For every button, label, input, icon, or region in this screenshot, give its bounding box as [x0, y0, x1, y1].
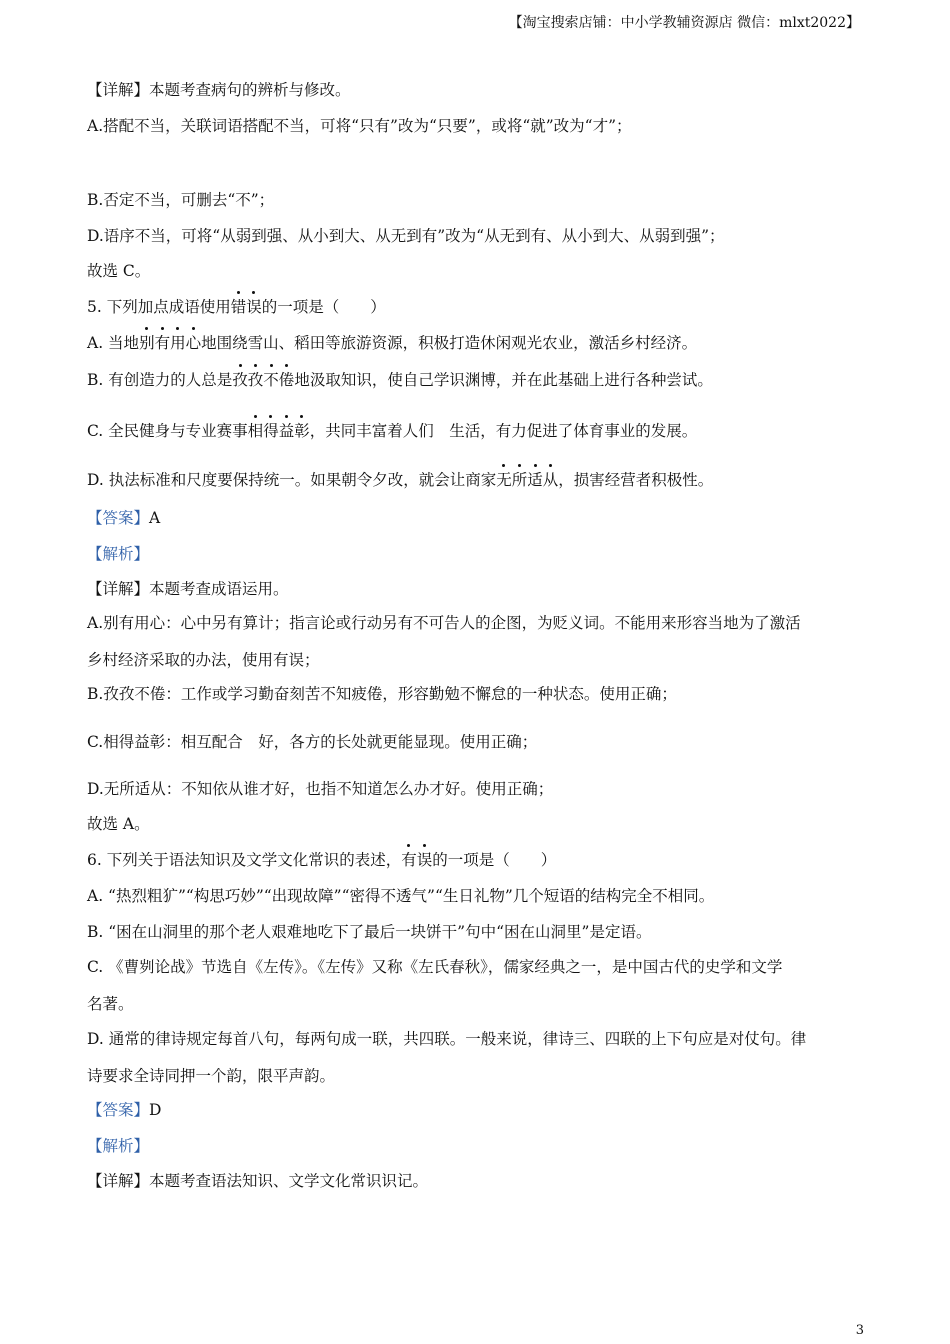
emphasis-char: 有 [401, 848, 417, 870]
q5-option-a: A. 当地别有用心地围绕雪山、稻田等旅游资源，积极打造休闲观光农业，激活乡村经济。 [87, 331, 697, 353]
q5-analysis-label: 【解析】 [87, 545, 150, 563]
emphasis-char: 误 [246, 295, 262, 317]
q6-stem: 6. 下列关于语法知识及文学文化常识的表述，有误的一项是（ ） [87, 848, 556, 870]
emphasis-char: 别 [139, 331, 155, 353]
emphasis-char: 益 [279, 419, 295, 441]
page-number: 3 [855, 1323, 864, 1338]
emphasis-char: 孜 [248, 368, 264, 390]
q5-detail: 【详解】本题考查成语运用。 [87, 580, 289, 598]
page-header-shop-info: 【淘宝搜索店铺：中小学教辅资源店 微信：mlxt2022】 [508, 15, 860, 31]
emphasis-char: 所 [512, 468, 528, 490]
q5-explain-a-line2: 乡村经济采取的办法，使用有误； [87, 651, 320, 669]
q5-answer: 【答案】A [87, 509, 161, 527]
emphasis-char: 从 [543, 468, 559, 490]
q6-option-a: A. “热烈粗犷”“构思巧妙”“出现故障”“密得不透气”“生日礼物”几个短语的结构完全不相同。 [87, 887, 715, 905]
emphasis-char: 适 [527, 468, 543, 490]
emphasis-char: 不 [263, 368, 279, 390]
q6-option-b: B. “困在山洞里的那个老人艰难地吃下了最后一块饼干”句中“困在山洞里”是定语。 [87, 923, 652, 941]
emphasis-char: 用 [170, 331, 186, 353]
q4-choice: 故选 C。 [87, 262, 151, 280]
q6-answer: 【答案】D [87, 1101, 162, 1119]
q4-explain-d: D.语序不当，可将“从弱到强、从小到大、从无到有”改为“从无到有、从小到大、从弱到强”； [87, 227, 725, 245]
emphasis-char: 得 [263, 419, 279, 441]
q5-choice: 故选 A。 [87, 815, 150, 833]
emphasis-char: 心 [186, 331, 202, 353]
q6-option-d-line2: 诗要求全诗同押一个韵，限平声韵。 [87, 1067, 336, 1085]
q4-explain-b: B.否定不当，可删去“不”； [87, 191, 275, 209]
q5-explain-a-line1: A.别有用心：心中另有算计；指言论或行动另有不可告人的企图，为贬义词。不能用来形容当地为了激活 [87, 614, 801, 632]
emphasis-char: 错 [231, 295, 247, 317]
q4-explain-a: A.搭配不当，关联词语搭配不当，可将“只有”改为“只要”，或将“就”改为“才”； [87, 117, 632, 135]
q5-option-d: D. 执法标准和尺度要保持统一。如果朝令夕改，就会让商家无所适从，损害经营者积极性。 [87, 468, 713, 490]
q5-option-b: B. 有创造力的人总是孜孜不倦地汲取知识，使自己学识渊博，并在此基础上进行各种尝试。 [87, 368, 713, 390]
q4-detail: 【详解】本题考查病句的辨析与修改。 [87, 81, 351, 99]
q6-option-c-line1: C. 《曹刿论战》节选自《左传》。《左传》又称《左氏春秋》，儒家经典之一，是中国古代的史学和文学 [87, 958, 783, 976]
q5-option-c: C. 全民健身与专业赛事相得益彰，共同丰富着人们 生活，有力促进了体育事业的发展。 [87, 419, 697, 441]
emphasis-char: 误 [417, 848, 433, 870]
emphasis-char: 有 [155, 331, 171, 353]
emphasis-char: 相 [248, 419, 264, 441]
emphasis-char: 无 [496, 468, 512, 490]
q6-detail: 【详解】本题考查语法知识、文学文化常识识记。 [87, 1172, 429, 1190]
emphasis-char: 孜 [232, 368, 248, 390]
q5-explain-d: D.无所适从：不知依从谁才好，也指不知道怎么办才好。使用正确； [87, 780, 554, 798]
q5-explain-b: B.孜孜不倦：工作或学习勤奋刻苦不知疲倦，形容勤勉不懈怠的一种状态。使用正确； [87, 685, 677, 703]
q6-option-c-line2: 名著。 [87, 995, 134, 1013]
q6-option-d-line1: D. 通常的律诗规定每首八句，每两句成一联，共四联。一般来说，律诗三、四联的上下句应是对仗句。律 [87, 1030, 807, 1048]
emphasis-char: 倦 [279, 368, 295, 390]
q5-stem: 5. 下列加点成语使用错误的一项是（ ） [87, 295, 386, 317]
q5-explain-c: C.相得益彰：相互配合 好，各方的长处就更能显现。使用正确； [87, 733, 538, 751]
emphasis-char: 彰 [294, 419, 310, 441]
q6-analysis-label: 【解析】 [87, 1137, 150, 1155]
